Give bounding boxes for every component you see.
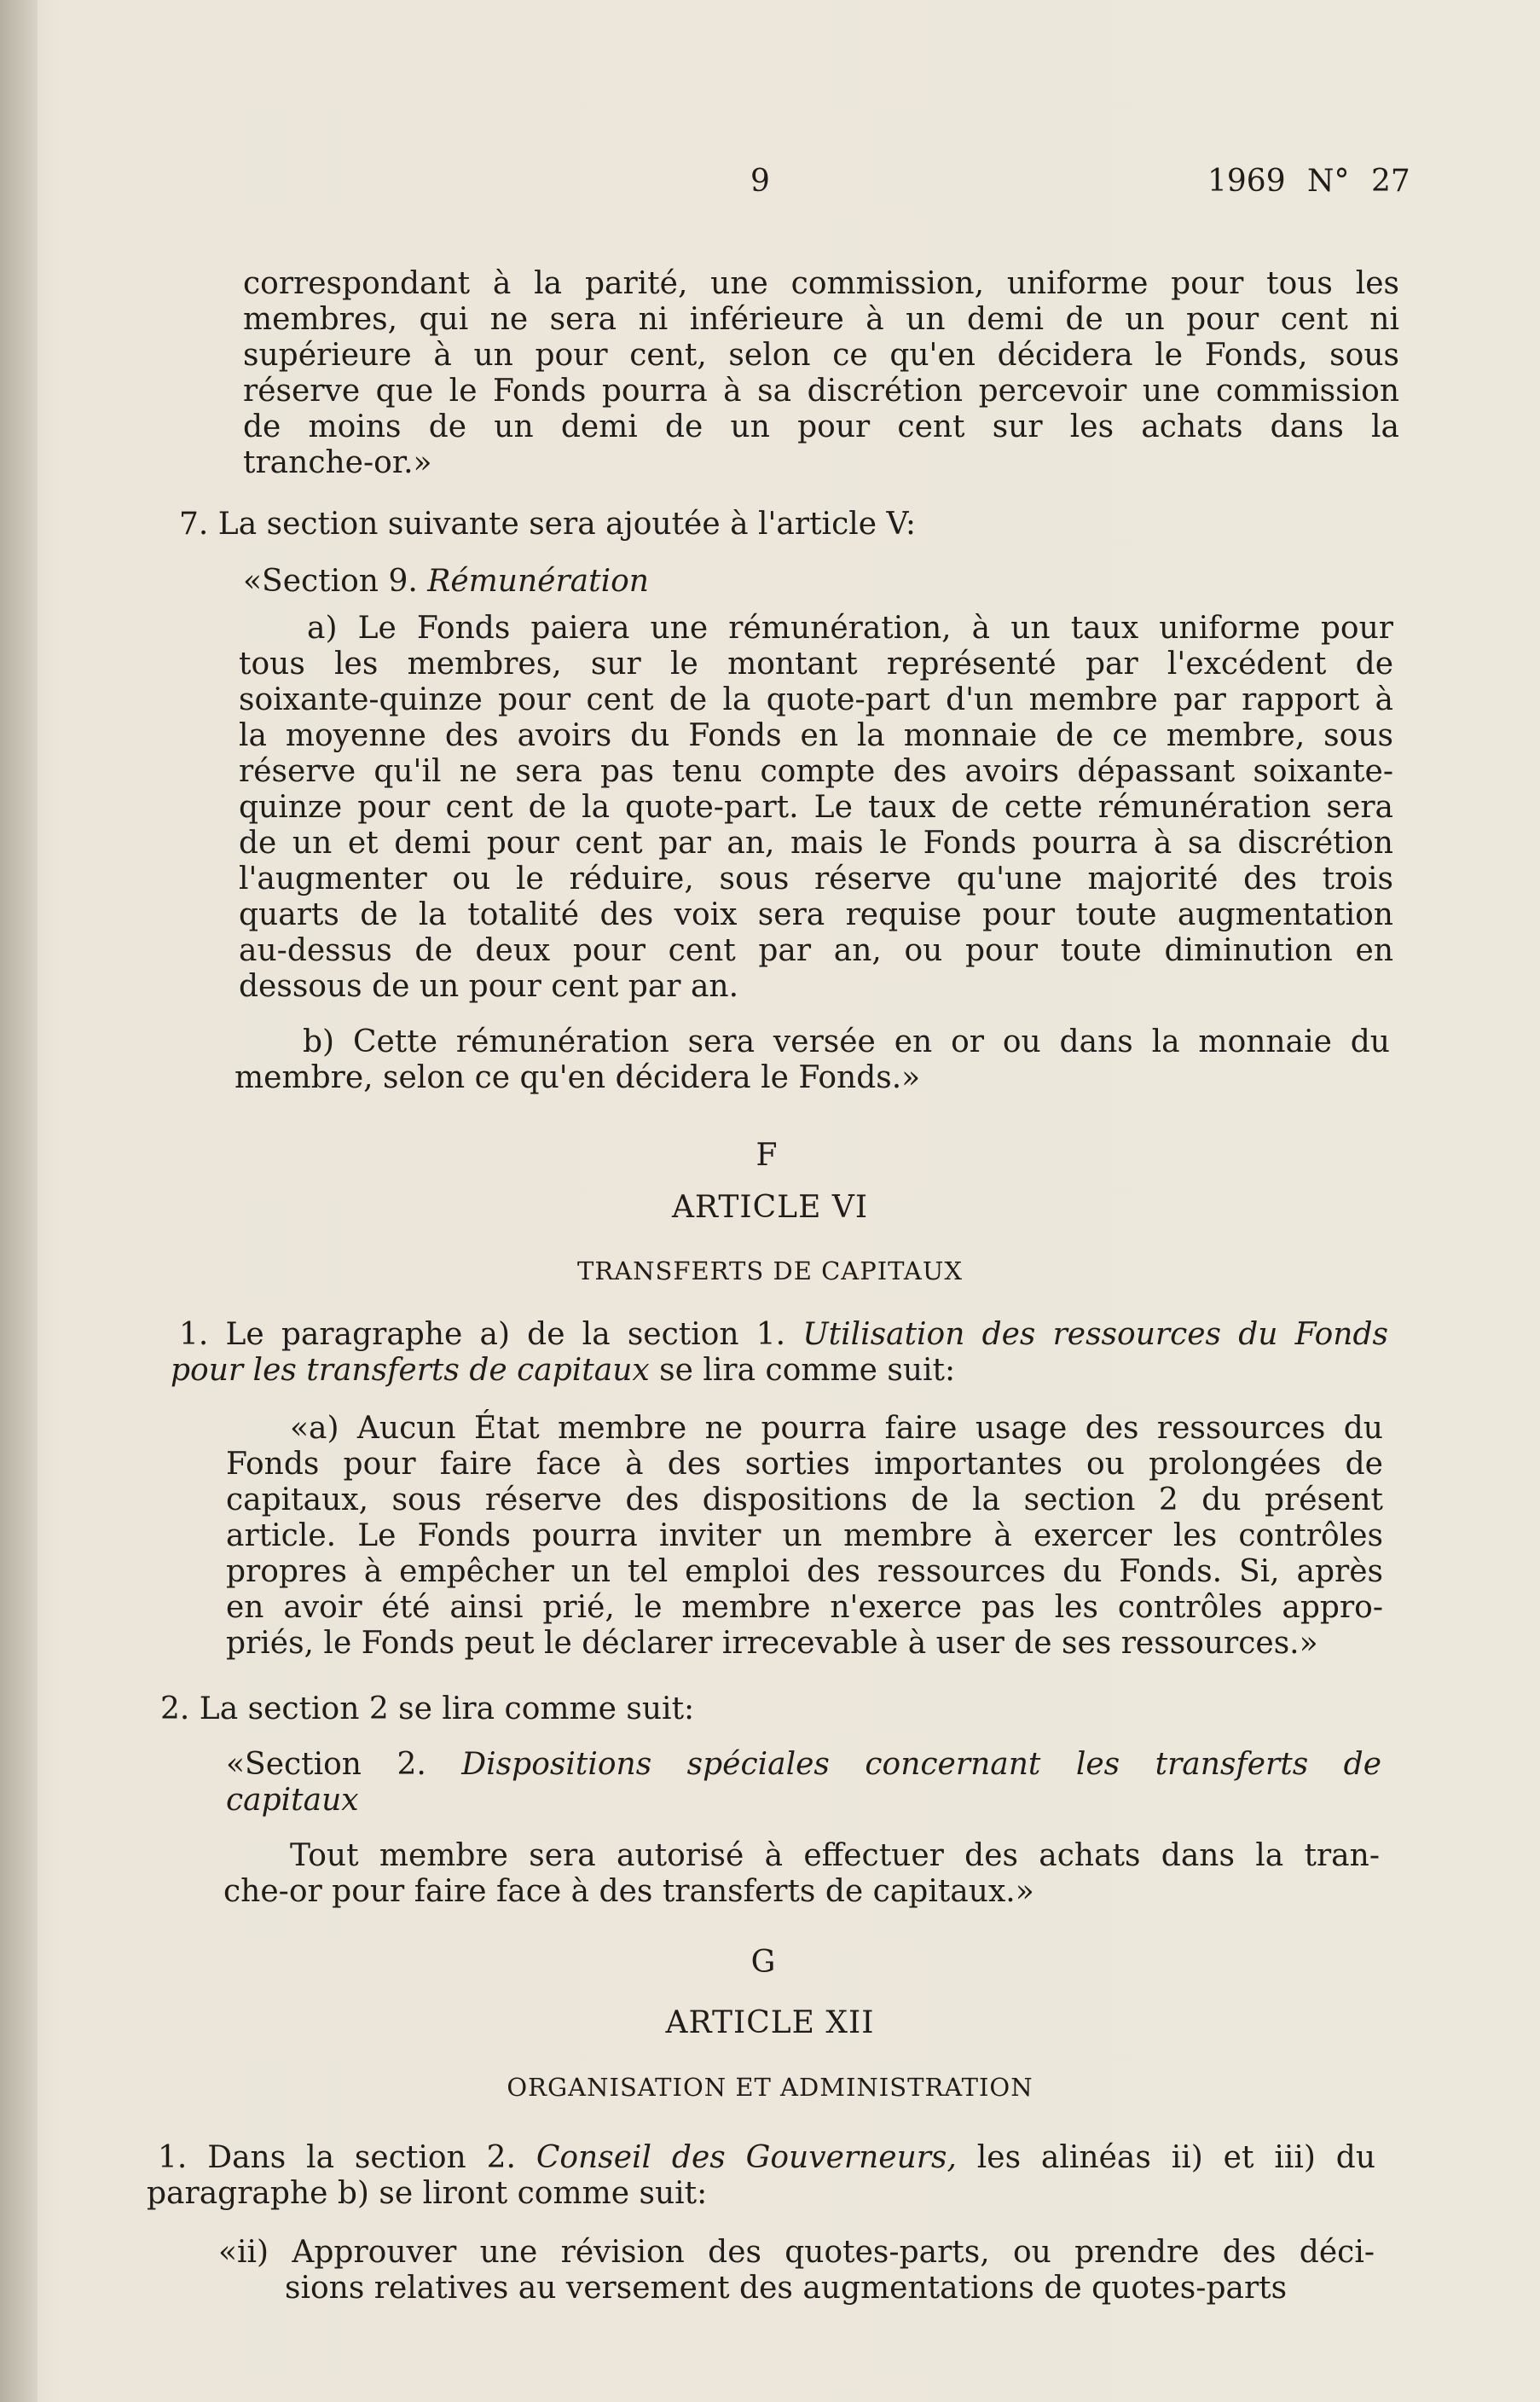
article-vi-subtitle: TRANSFERTS DE CAPITAUX <box>577 1256 963 1285</box>
text-line: tous les membres, sur le montant représenté par l'excédent de <box>239 647 1393 682</box>
section-2-heading: «Section 2. Dispositions spéciales concernant les transferts de <box>226 1747 1381 1782</box>
section-9-heading: «Section 9. Rémunération <box>243 564 649 599</box>
article-vi-heading: ARTICLE VI <box>671 1190 869 1225</box>
article-vi-item-1: 1. Le paragraphe a) de la section 1. Utilisation des ressources du Fonds <box>179 1317 1388 1352</box>
section-2-heading-cont: capitaux <box>226 1783 359 1818</box>
text-line: «a) Aucun État membre ne pourra faire usage des ressources du <box>290 1411 1383 1446</box>
text-line: réserve qu'il ne sera pas tenu compte des avoirs dépassant soixante- <box>239 754 1393 789</box>
text-line: dessous de un pour cent par an. <box>239 969 739 1004</box>
text-line: soixante-quinze pour cent de la quote-part d'un membre par rapport à <box>239 682 1393 717</box>
list-item-7: 7. La section suivante sera ajoutée à l'article V: <box>179 507 916 542</box>
gazette-number: 1969 N° 27 <box>1207 164 1410 199</box>
text-line: de moins de un demi de un pour cent sur les achats dans la <box>243 409 1399 444</box>
text-line: Tout membre sera autorisé à effectuer des achats dans la tran- <box>290 1838 1380 1873</box>
section-letter-f: F <box>756 1138 778 1173</box>
text-line: b) Cette rémunération sera versée en or ou dans la monnaie du <box>303 1024 1390 1059</box>
article-vi-item-1-cont: pour les transferts de capitaux se lira comme suit: <box>171 1353 956 1388</box>
text-line: article. Le Fonds pourra inviter un membre à exercer les contrôles <box>226 1518 1383 1553</box>
text-line: «ii) Approuver une révision des quotes-parts, ou prendre des déci- <box>218 2235 1375 2270</box>
text-line: réserve que le Fonds pourra à sa discrétion percevoir une commission <box>243 374 1399 409</box>
text-line: quinze pour cent de la quote-part. Le taux de cette rémunération sera <box>239 790 1393 825</box>
text-line: capitaux, sous réserve des dispositions de la section 2 du présent <box>226 1482 1383 1517</box>
text-line: correspondant à la parité, une commission, uniforme pour tous les <box>243 266 1399 301</box>
text-line: priés, le Fonds peut le déclarer irrecevable à user de ses ressources.» <box>226 1626 1318 1661</box>
text-line: l'augmenter ou le réduire, sous réserve qu'une majorité des trois <box>239 862 1393 896</box>
text-line: tranche-or.» <box>243 445 432 480</box>
text-line: quarts de la totalité des voix sera requise pour toute augmentation <box>239 897 1393 932</box>
text-line: supérieure à un pour cent, selon ce qu'en décidera le Fonds, sous <box>243 338 1399 373</box>
text-line: a) Le Fonds paiera une rémunération, à un taux uniforme pour <box>307 611 1393 646</box>
text-line: membre, selon ce qu'en décidera le Fonds.» <box>234 1060 921 1095</box>
text-line: la moyenne des avoirs du Fonds en la monnaie de ce membre, sous <box>239 718 1393 753</box>
text-line: Fonds pour faire face à des sorties importantes ou prolongées de <box>226 1447 1383 1482</box>
text-line: membres, qui ne sera ni inférieure à un demi de un pour cent ni <box>243 302 1399 337</box>
section-letter-g: G <box>750 1945 776 1980</box>
text-line: de un et demi pour cent par an, mais le Fonds pourra à sa discrétion <box>239 826 1393 861</box>
text-line: sions relatives au versement des augmentations de quotes-parts <box>285 2271 1288 2306</box>
text-line: en avoir été ainsi prié, le membre n'exerce pas les contrôles appro- <box>226 1590 1383 1625</box>
text-line: au-dessus de deux pour cent par an, ou pour toute diminution en <box>239 933 1393 968</box>
article-xii-item-1-cont: paragraphe b) se liront comme suit: <box>147 2176 708 2211</box>
article-xii-subtitle: ORGANISATION ET ADMINISTRATION <box>507 2073 1033 2102</box>
article-xii-item-1: 1. Dans la section 2. Conseil des Gouverneurs, les alinéas ii) et iii) du <box>158 2140 1376 2175</box>
article-vi-item-2: 2. La section 2 se lira comme suit: <box>160 1691 695 1726</box>
page-number: 9 <box>750 164 770 199</box>
text-line: che-or pour faire face à des transferts de capitaux.» <box>223 1874 1034 1909</box>
text-line: propres à empêcher un tel emploi des ressources du Fonds. Si, après <box>226 1554 1383 1589</box>
article-xii-heading: ARTICLE XII <box>665 2005 875 2040</box>
